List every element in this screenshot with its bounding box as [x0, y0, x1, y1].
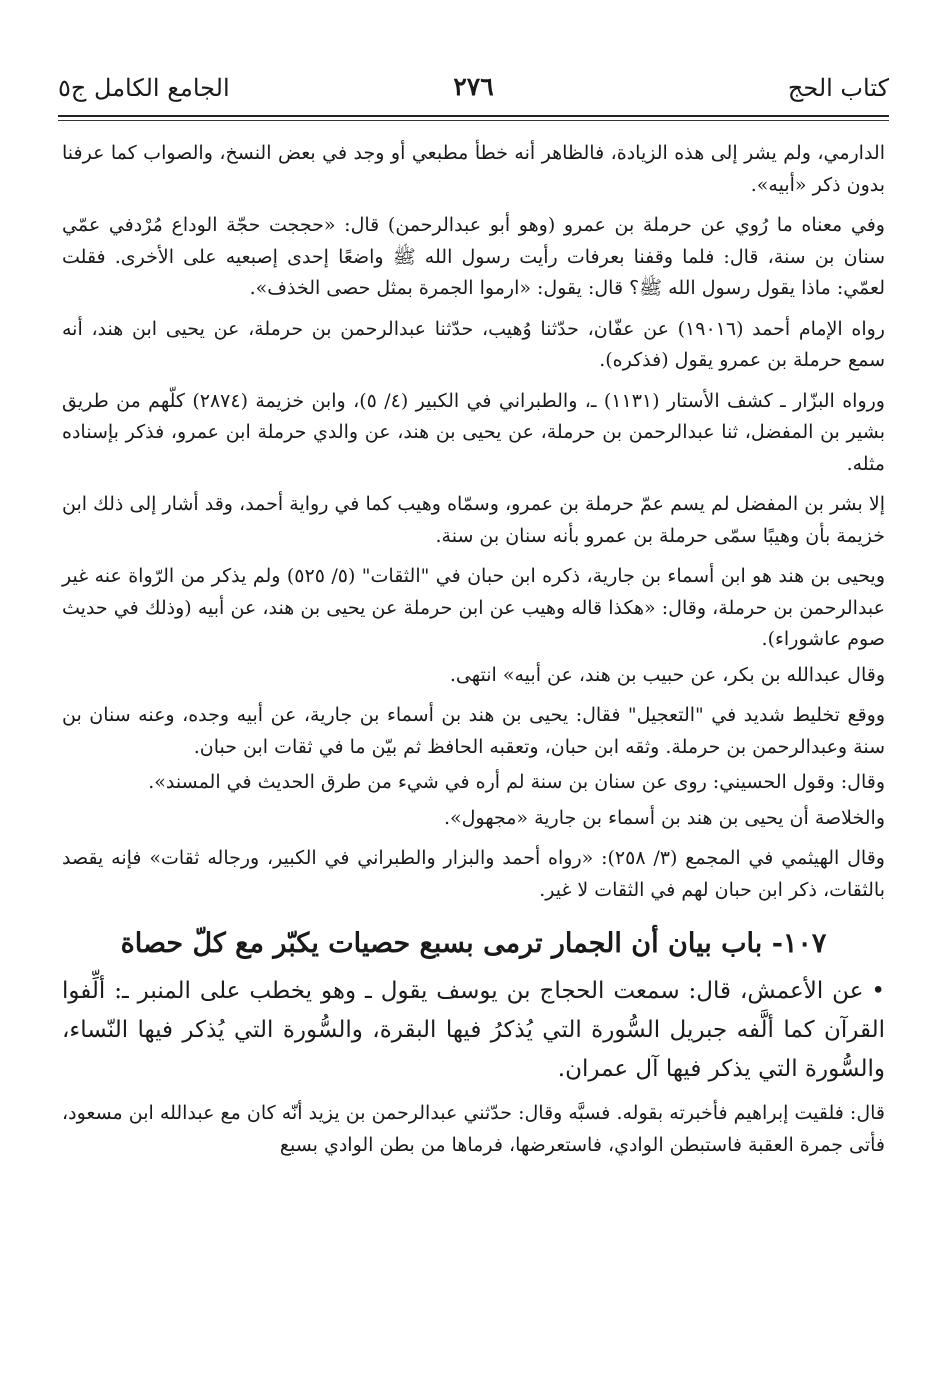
paragraph: قال: فلقيت إبراهيم فأخبرته بقوله. فسبَّه وقال: حدّثني عبدالرحمن بن يزيد أنّه كان مع عبدالله ابن مسعود، فأتى جمرة العقبة فاستبطن الوادي، فاستعرضها، فرماها من بطن الوادي بسبع: [62, 1102, 885, 1156]
paragraph: رواه الإمام أحمد (١٩٠١٦) عن عفّان، حدّثنا وُهيب، حدّثنا عبدالرحمن بن حرملة، عن يحيى ابن هند، أنه سمع حرملة بن عمرو يقول (فذكره).: [62, 317, 885, 371]
hadith-text: [62, 972, 885, 1089]
paragraph: والخلاصة أن يحيى بن هند بن أسماء بن جارية «مجهول».: [443, 806, 885, 829]
paragraph: الدارمي، ولم يشر إلى هذه الزيادة، فالظاهر أنه خطأ مطبعي أو وجد في بعض النسخ، والصواب كما عرفنا بدون ذكر «أبيه».: [62, 142, 885, 196]
page-body: [62, 138, 885, 1161]
paragraph: ويحيى بن هند هو ابن أسماء بن جارية، ذكره ابن حبان في "الثقات" (٥/ ٥٢٥) ولم يذكر من الرّواة عنه غير عبدالرحمن بن حرملة، وقال: «هكذا قاله وهيب عن ابن حرملة عن يحيى بن هند، عن أبيه (وذلك في حديث صوم عاشوراء).: [62, 565, 885, 650]
paragraph: وقال عبدالله بن بكر، عن حبيب بن هند، عن أبيه» انتهى.: [449, 663, 885, 686]
book-title: كتاب الحج: [787, 74, 889, 102]
paragraph: إلا بشر بن المفضل لم يسم عمّ حرملة بن عمرو، وسمّاه وهيب كما في رواية أحمد، وقد أشار إلى ذلك ابن خزيمة بأن وهيبًا سمّى حرملة بن عمرو بأنه سنان بن سنة.: [62, 493, 885, 547]
paragraph: وقال الهيثمي في المجمع (٣/ ٢٥٨): «رواه أحمد والبزار والطبراني في الكبير، ورجاله ثقات» فإنه يقصد بالثقات، ذكر ابن حبان لهم في الثقات لا غير.: [62, 847, 885, 901]
bullet-icon: •: [871, 978, 885, 1004]
paragraph: ورواه البزّار ـ كشف الأستار (١١٣١) ـ، والطبراني في الكبير (٤/ ٥)، وابن خزيمة (٢٨٧٤) كلّهم من طريق بشير بن المفضل، ثنا عبدالرحمن بن حرملة، عن يحيى بن هند، عن والدي حرملة ابن عمرو، فذكر بإسناده مثله.: [62, 389, 885, 475]
chapter-heading: ١٠٧- باب بيان أن الجمار ترمى بسبع حصيات يكبّر مع كلّ حصاة: [120, 928, 827, 959]
paragraph: وقال: وقول الحسيني: روى عن سنان بن سنة لم أره في شيء من طرق الحديث في المسند».: [148, 771, 885, 793]
running-header: [58, 70, 889, 110]
page-number: ٢٧٦: [453, 72, 494, 101]
header-rule-thick: [58, 115, 889, 117]
header-rule-thin: [58, 120, 889, 121]
volume-title: الجامع الكامل ج٥: [58, 74, 230, 102]
hadith-body: عن الأعمش، قال: سمعت الحجاج بن يوسف يقول ـ وهو يخطب على المنبر ـ: ألِّفوا القرآن كما ألَّفه جبريل السُّورة التي يُذكرُ فيها البقرة، والسُّورة التي يُذكر فيها النّساء، والسُّورة التي يذكر فيها آل عمران.: [62, 978, 885, 1082]
paragraph: ووقع تخليط شديد في "التعجيل" فقال: يحيى بن هند بن أسماء بن جارية، عن أبيه وجده، وعنه سنان بن سنة وعبدالرحمن بن حرملة. وثقه ابن حبان، وتعقبه الحافظ ثم بيّن ما في ثقات ابن حبان.: [62, 704, 885, 758]
paragraph: وفي معناه ما رُوي عن حرملة بن عمرو (وهو أبو عبدالرحمن) قال: «حججت حجّة الوداع مُرْدفي عمّي سنان بن سنة، قال: فلما وقفنا بعرفات رأيت رسول الله ﷺ واضعًا إحدى إصبعيه على الأخرى. فقلت لعمّي: ماذا يقول رسول الله ﷺ؟ قال: يقول: «ارموا الجمرة بمثل حصى الخذف».: [62, 214, 885, 299]
